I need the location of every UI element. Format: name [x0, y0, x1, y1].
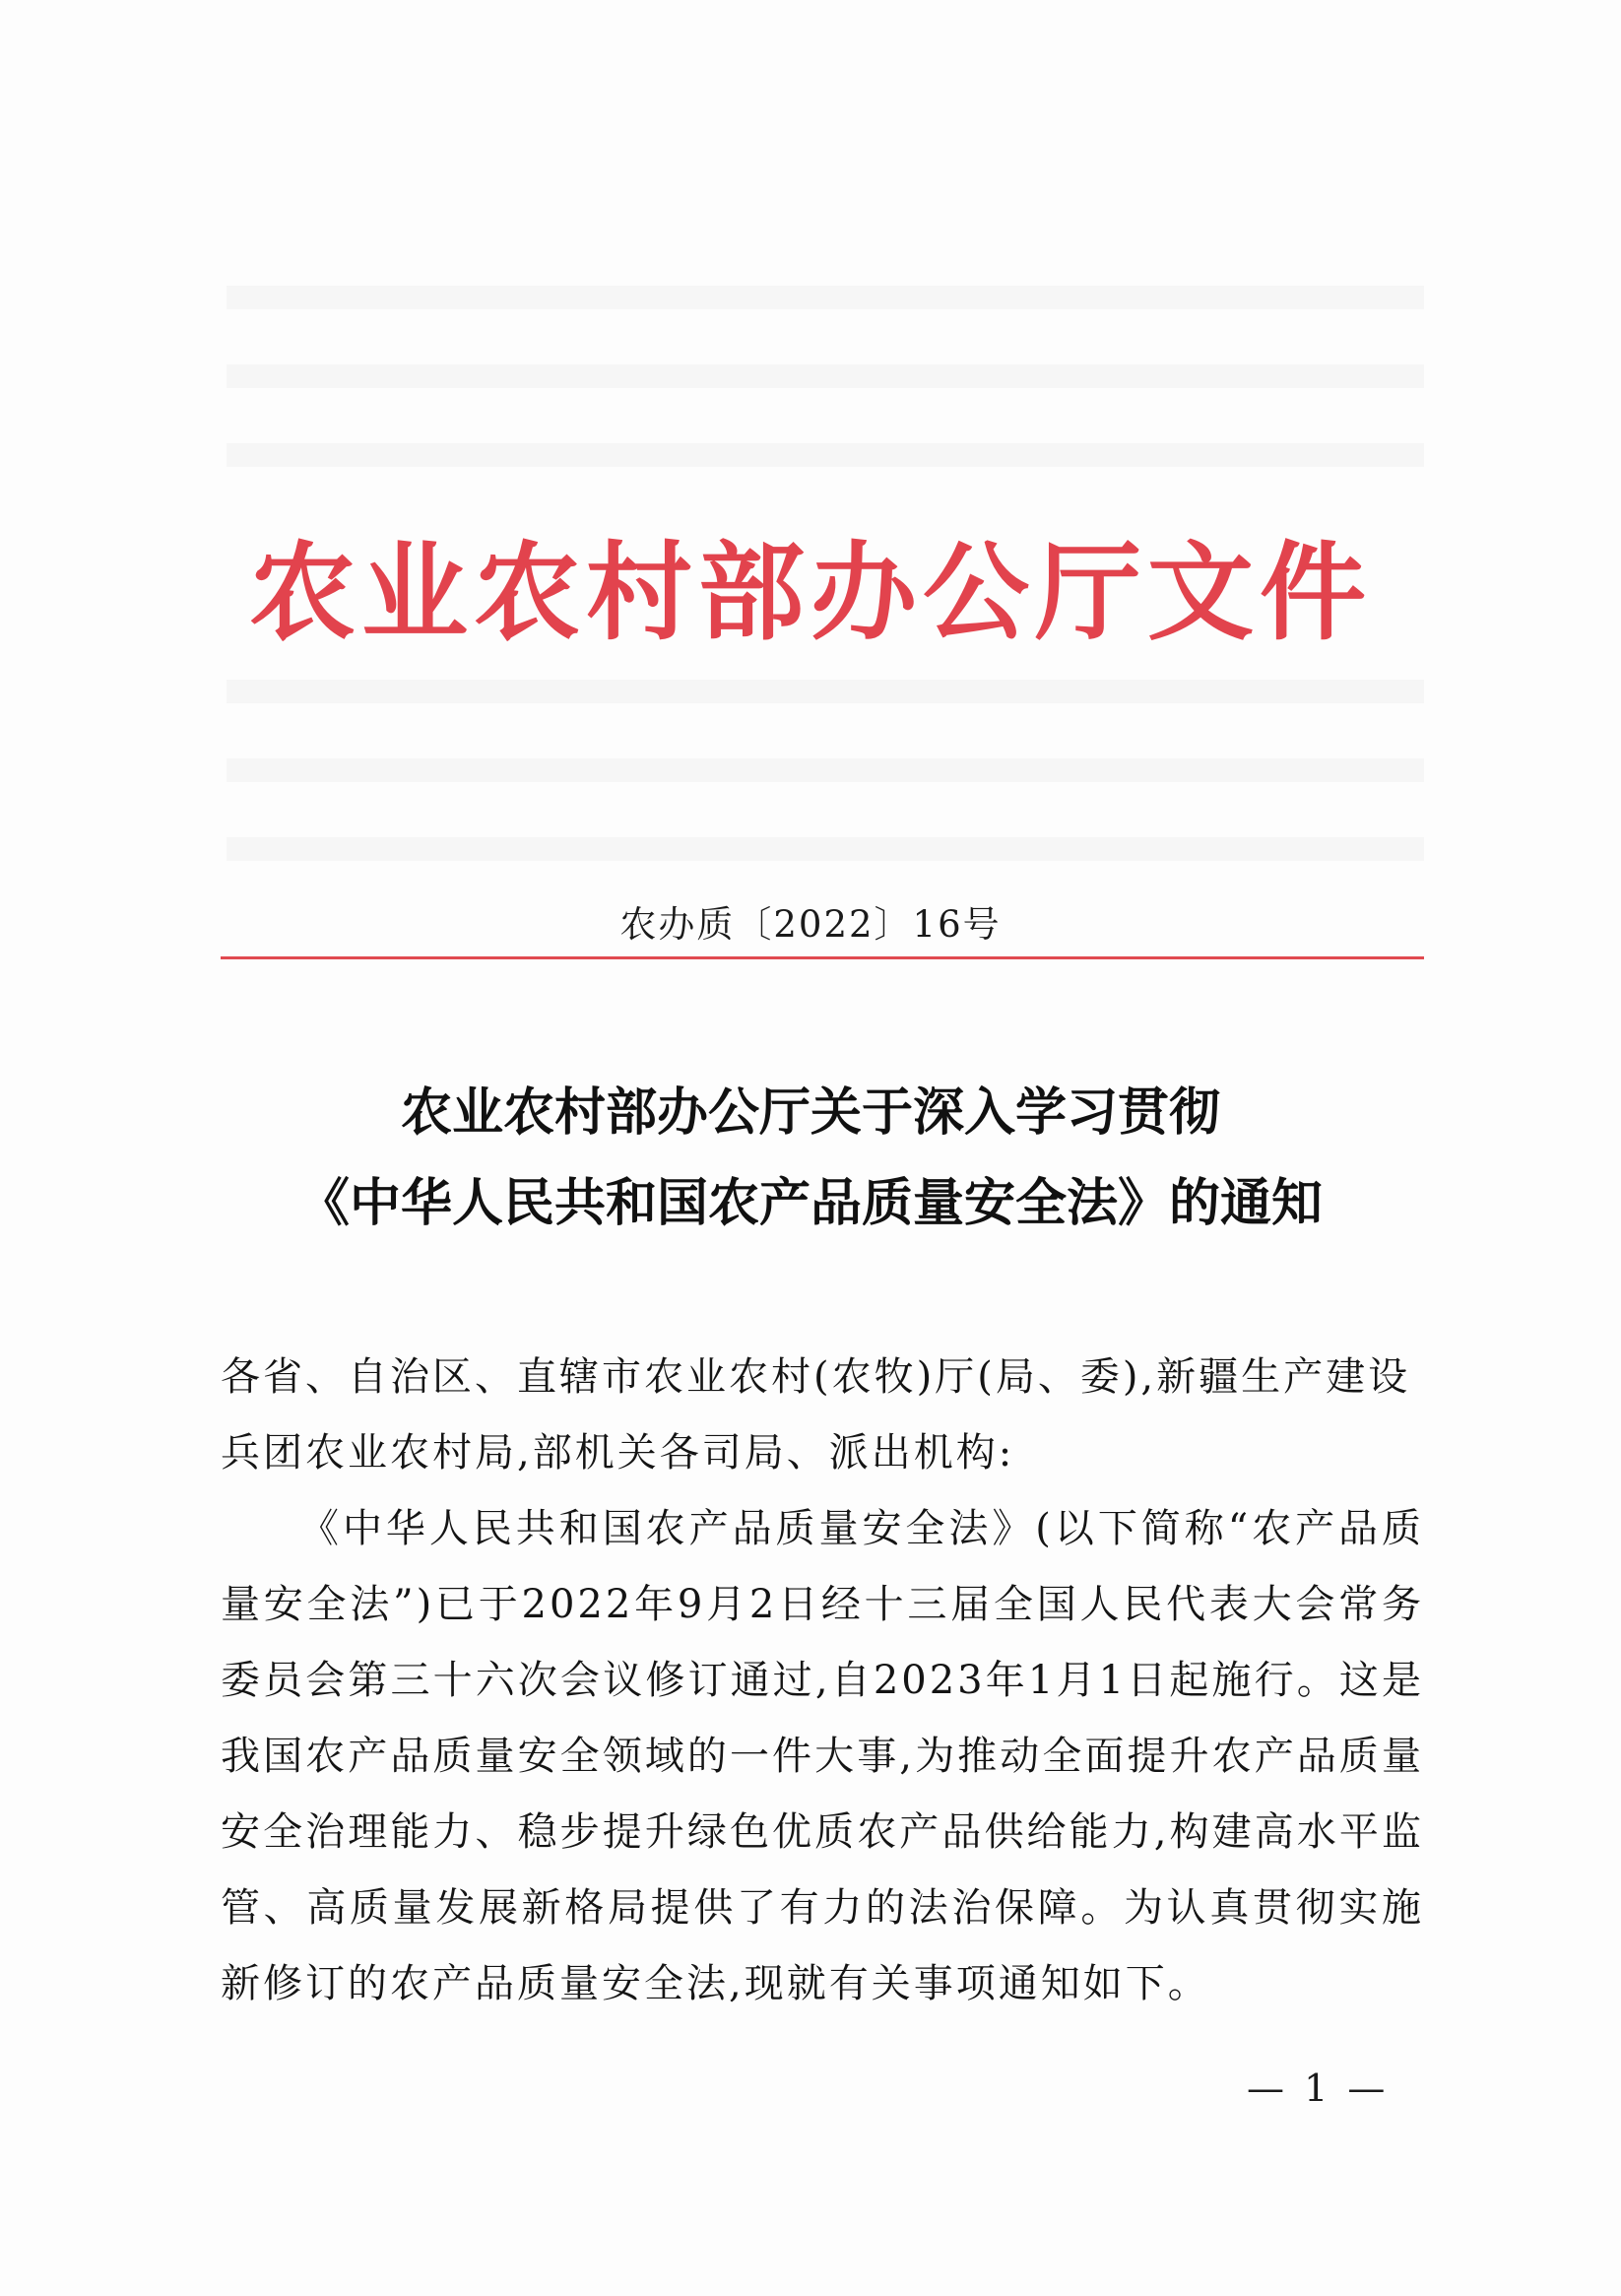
body-paragraph: 《中华人民共和国农产品质量安全法》(以下简称“农产品质量安全法”)已于2022年9月2日经十三届全国人民代表大会常务委员会第三十六次会议修订通过,自2023年1月1日起施行。这是我国农产品质量安全领域的一件大事,为推动全面提升农产品质量安全治理能力、稳步提升绿色优质农产品供给能力,构建高水平监管、高质量发展新格局提供了有力的法治保障。为认真贯彻实施新修订的农产品质量安全法,现就有关事项通知如下。: [221, 1506, 1424, 2006]
show-through-line: [227, 758, 1424, 782]
issuer-header: 农业农村部办公厅文件: [248, 531, 1372, 655]
notice-title-line-1: 农业农村部办公厅关于深入学习贯彻: [400, 1082, 1220, 1143]
document-number: 农办质〔2022〕16号: [619, 903, 1002, 946]
red-separator-line: [221, 956, 1424, 959]
show-through-line: [227, 286, 1424, 309]
show-through-line: [227, 837, 1424, 861]
addressee-paragraph: 各省、自治区、直辖市农业农村(农牧)厅(局、委),新疆生产建设兵团农业农村局,部机关各司局、派出机构:: [221, 1354, 1411, 1476]
show-through-line: [227, 364, 1424, 388]
page-number: — 1 —: [1247, 2066, 1390, 2110]
notice-title-line-2: 《中华人民共和国农产品质量安全法》的通知: [297, 1173, 1323, 1233]
show-through-line: [227, 680, 1424, 703]
show-through-line: [227, 443, 1424, 467]
